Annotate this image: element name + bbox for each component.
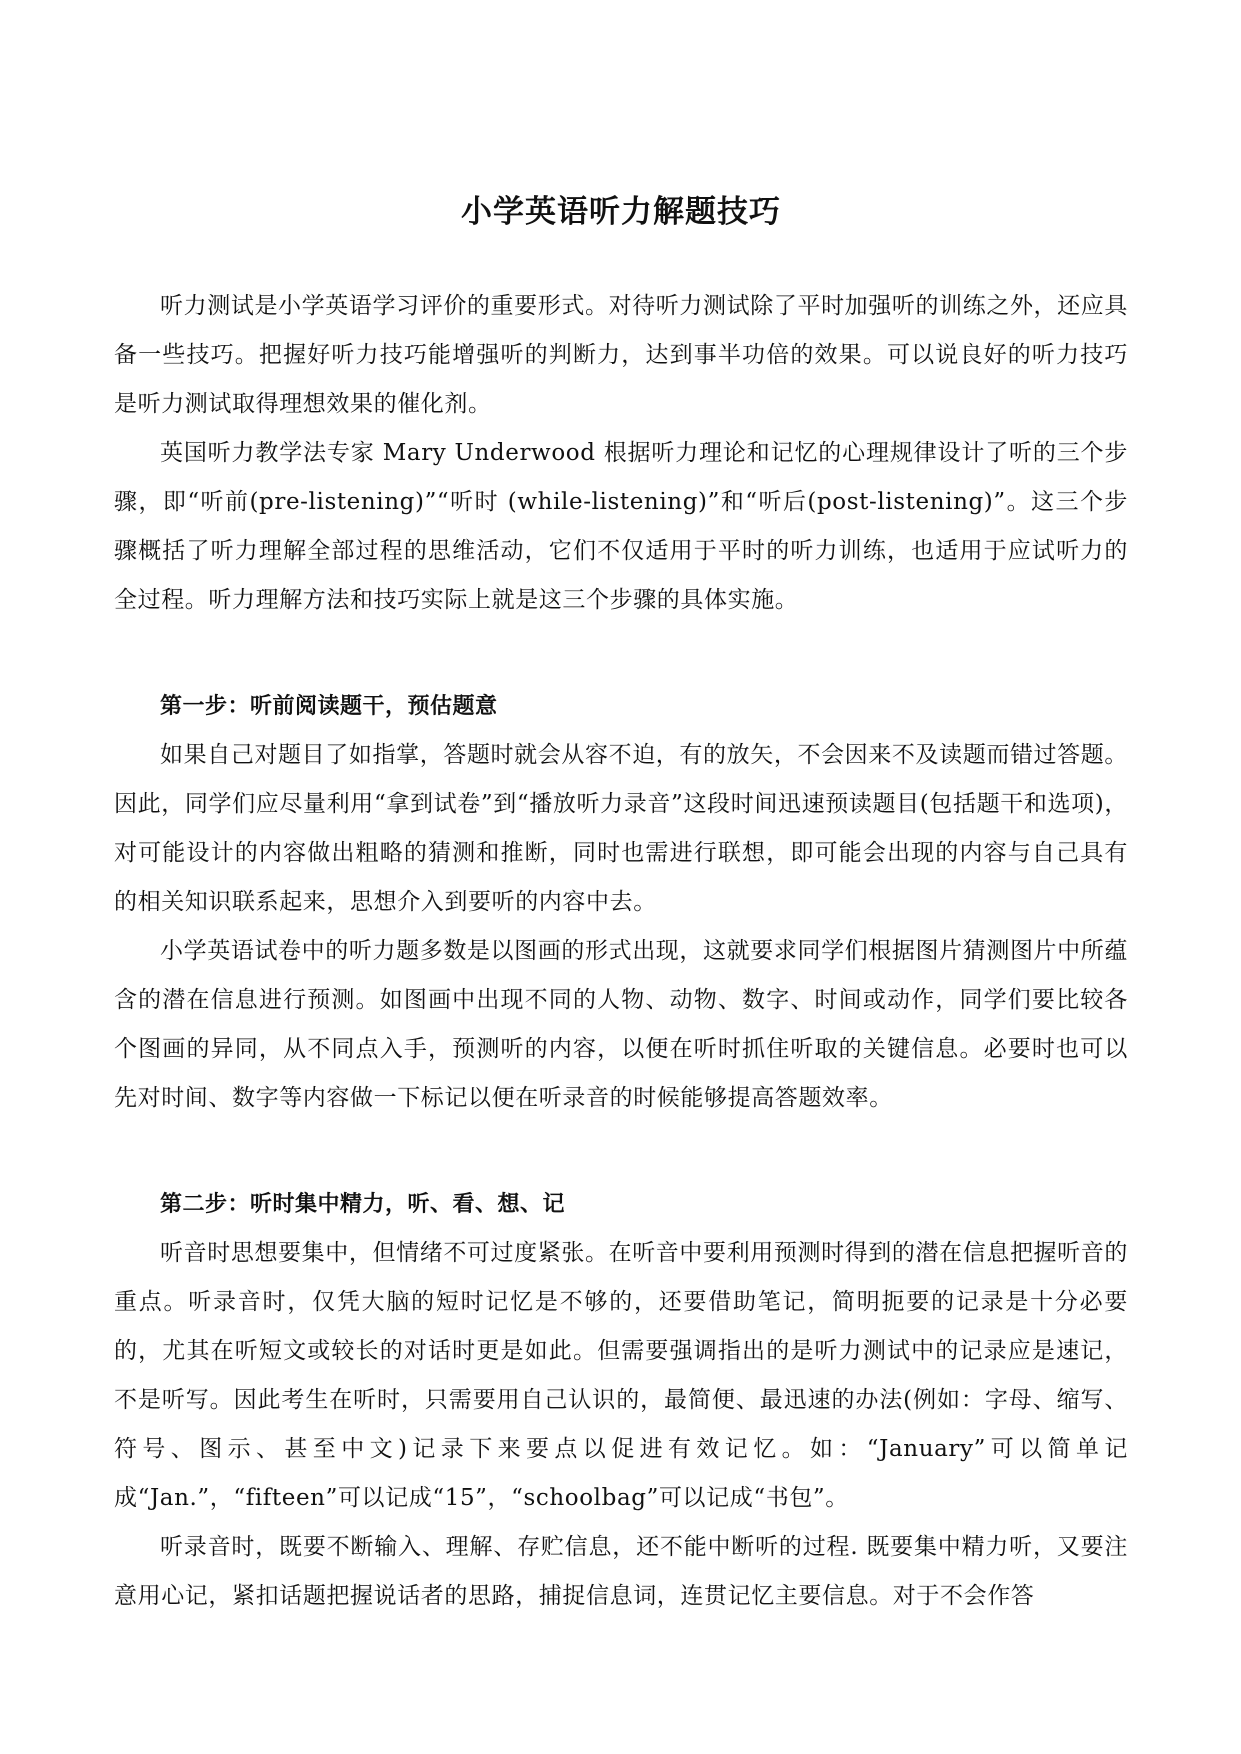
- document-title: 小学英语听力解题技巧: [461, 194, 781, 230]
- section-paragraph: 如果自己对题目了如指掌，答题时就会从容不迫，有的放矢，不会因来不及读题而错过答题。因此，同学们应尽量利用“拿到试卷”到“播放听力录音”这段时间迅速预读题目(包括题干和选项)，对可能设计的内容做出粗略的猜测和推断，同时也需进行联想，即可能会出现的内容与自己具有的相关知识联系起来，思想介入到要听的内容中去。: [114, 742, 1128, 915]
- intro-paragraph: 听力测试是小学英语学习评价的重要形式。对待听力测试除了平时加强听的训练之外，还应具备一些技巧。把握好听力技巧能增强听的判断力，达到事半功倍的效果。可以说良好的听力技巧是听力测试取得理想效果的催化剂。: [114, 293, 1128, 417]
- section-paragraph: 听录音时，既要不断输入、理解、存贮信息，还不能中断听的过程. 既要集中精力听，又要注意用心记，紧扣话题把握说话者的思路，捕捉信息词，连贯记忆主要信息。对于不会作答: [114, 1534, 1128, 1609]
- section-paragraph: 听音时思想要集中，但情绪不可过度紧张。在听音中要利用预测时得到的潜在信息把握听音的重点。听录音时，仅凭大脑的短时记忆是不够的，还要借助笔记，简明扼要的记录是十分必要的，尤其在听短文或较长的对话时更是如此。但需要强调指出的是听力测试中的记录应是速记，不是听写。因此考生在听时，只需要用自己认识的，最简便、最迅速的办法(例如：字母、缩写、符号、图示、甚至中文)记录下来要点以促进有效记忆。如：“January”可以简单记成“Jan.”，“fifteen”可以记成“15”，“schoolbag”可以记成“书包”。: [114, 1240, 1128, 1511]
- section-heading-step-1: 第一步：听前阅读题干，预估题意: [160, 694, 498, 719]
- intro-paragraph: 英国听力教学法专家 Mary Underwood 根据听力理论和记忆的心理规律设计了听的三个步骤，即“听前(pre-listening)”“听时 (while-listening)”和“听后(post-listening)”。这三个步骤概括了听力理解全部过程的思维活动，它们不仅适用于平时的听力训练，也适用于应试听力的全过程。听力理解方法和技巧实际上就是这三个步骤的具体实施。: [114, 440, 1128, 613]
- section-heading-step-2: 第二步：听时集中精力，听、看、想、记: [160, 1192, 566, 1217]
- section-paragraph: 小学英语试卷中的听力题多数是以图画的形式出现，这就要求同学们根据图片猜测图片中所蕴含的潜在信息进行预测。如图画中出现不同的人物、动物、数字、时间或动作，同学们要比较各个图画的异同，从不同点入手，预测听的内容，以便在听时抓住听取的关键信息。必要时也可以先对时间、数字等内容做一下标记以便在听录音的时候能够提高答题效率。: [114, 938, 1128, 1111]
- document-body: [114, 190, 1128, 1621]
